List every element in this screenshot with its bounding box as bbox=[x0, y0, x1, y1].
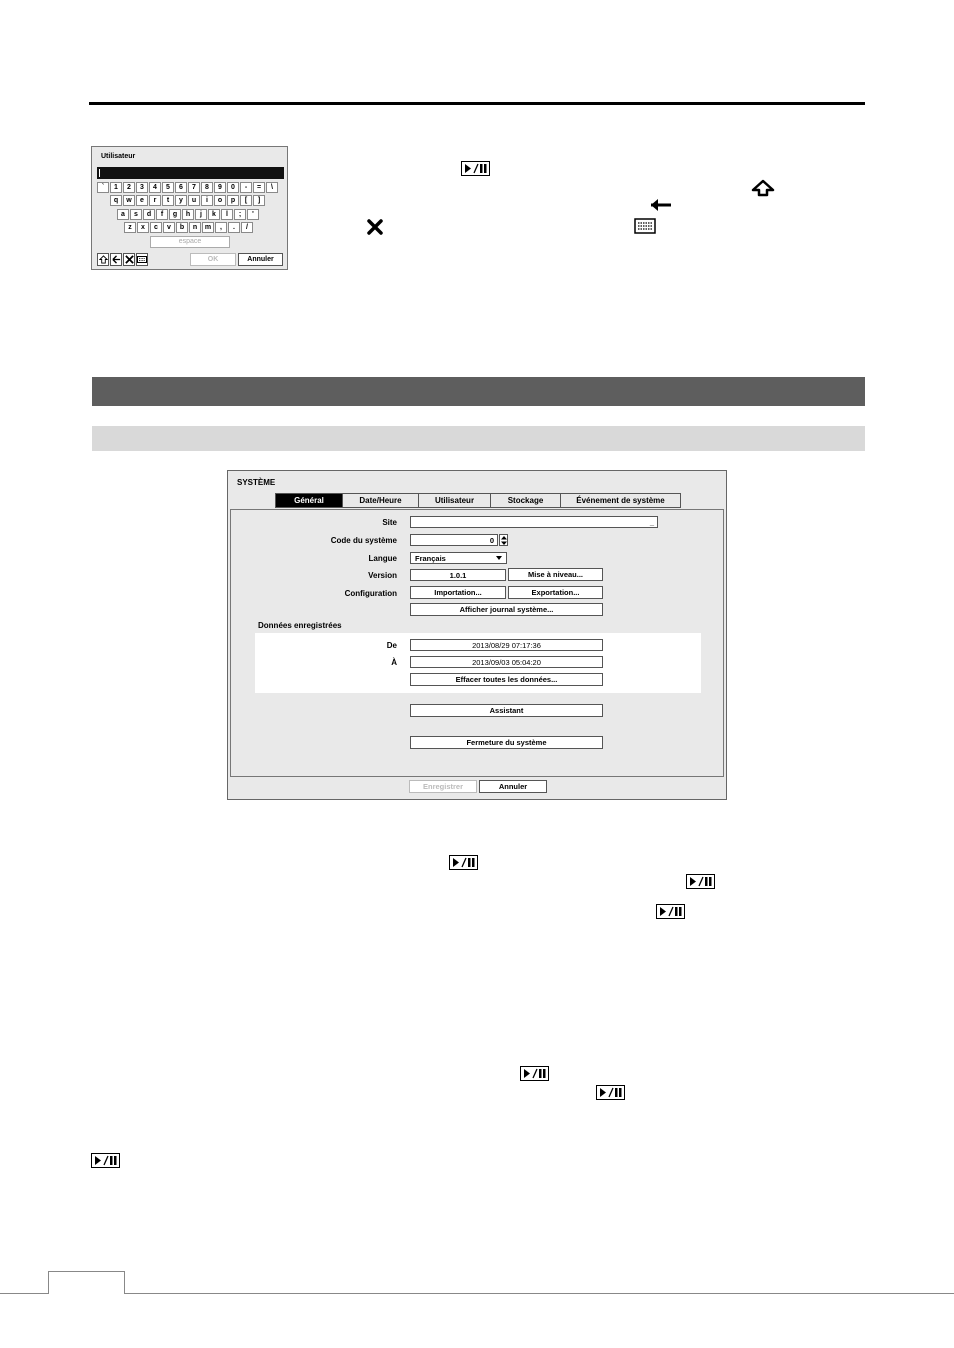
tab-evenement-systeme[interactable]: Événement de système bbox=[561, 493, 681, 508]
configuration-label: Configuration bbox=[344, 589, 397, 598]
general-panel bbox=[230, 509, 724, 777]
keyboard-key[interactable]: , bbox=[215, 222, 227, 233]
system-code-stepper[interactable]: 0 bbox=[410, 534, 498, 546]
site-input[interactable]: _ bbox=[410, 516, 658, 528]
section-header-bar bbox=[92, 377, 865, 406]
keyboard-icon bbox=[634, 218, 656, 239]
keyboard-key[interactable]: - bbox=[240, 182, 252, 193]
space-key[interactable]: espace bbox=[150, 236, 230, 248]
keyboard-key[interactable]: m bbox=[202, 222, 214, 233]
keyboard-key[interactable]: ` bbox=[97, 182, 109, 193]
backspace-icon bbox=[649, 197, 673, 218]
keyboard-key[interactable]: a bbox=[117, 209, 129, 220]
to-label: À bbox=[391, 658, 397, 667]
recorded-data-heading: Données enregistrées bbox=[258, 621, 342, 630]
from-date-field: 2013/08/29 07:17:36 bbox=[410, 639, 603, 651]
version-field: 1.0.1 bbox=[410, 569, 506, 581]
keyboard-key[interactable]: e bbox=[136, 195, 148, 206]
keyboard-key[interactable]: u bbox=[188, 195, 200, 206]
wizard-button[interactable]: Assistant bbox=[410, 704, 603, 717]
keyboard-key[interactable]: 4 bbox=[149, 182, 161, 193]
delete-icon[interactable] bbox=[123, 253, 135, 266]
play-pause-icon bbox=[686, 874, 715, 889]
from-label: De bbox=[386, 641, 397, 650]
keyboard-key[interactable]: w bbox=[123, 195, 135, 206]
play-pause-icon bbox=[656, 904, 685, 919]
keyboard-key[interactable]: d bbox=[143, 209, 155, 220]
keyboard-key[interactable]: \ bbox=[266, 182, 278, 193]
keyboard-key[interactable]: 6 bbox=[175, 182, 187, 193]
top-rule bbox=[89, 102, 865, 105]
tab-utilisateur[interactable]: Utilisateur bbox=[419, 493, 491, 508]
play-pause-icon bbox=[461, 161, 490, 176]
play-pause-icon bbox=[596, 1085, 625, 1100]
keyboard-key[interactable]: n bbox=[189, 222, 201, 233]
keyboard-key[interactable]: f bbox=[156, 209, 168, 220]
version-label: Version bbox=[368, 571, 397, 580]
keyboard-key[interactable]: ] bbox=[253, 195, 265, 206]
keyboard-input-field[interactable] bbox=[97, 167, 284, 179]
system-code-label: Code du système bbox=[330, 536, 397, 545]
site-label: Site bbox=[382, 518, 397, 527]
to-date-field: 2013/09/03 05:04:20 bbox=[410, 656, 603, 668]
shift-icon[interactable] bbox=[97, 253, 109, 266]
subsection-header-bar bbox=[92, 426, 865, 451]
keyboard-key[interactable]: 3 bbox=[136, 182, 148, 193]
keyboard-key[interactable]: l bbox=[221, 209, 233, 220]
shift-icon bbox=[751, 179, 775, 202]
keyboard-key[interactable]: t bbox=[162, 195, 174, 206]
export-button[interactable]: Exportation... bbox=[508, 586, 603, 599]
view-system-log-button[interactable]: Afficher journal système... bbox=[410, 603, 603, 616]
keyboard-key[interactable]: 5 bbox=[162, 182, 174, 193]
backspace-icon[interactable] bbox=[110, 253, 122, 266]
keyboard-row-1 bbox=[97, 182, 278, 193]
keyboard-key[interactable]: y bbox=[175, 195, 187, 206]
dialog-cancel-button[interactable]: Annuler bbox=[479, 780, 547, 793]
keyboard-key[interactable]: g bbox=[169, 209, 181, 220]
keyboard-key[interactable]: = bbox=[253, 182, 265, 193]
keyboard-key[interactable]: c bbox=[150, 222, 162, 233]
keyboard-key[interactable]: s bbox=[130, 209, 142, 220]
keyboard-key[interactable]: b bbox=[176, 222, 188, 233]
footer-rule bbox=[0, 1293, 954, 1294]
cancel-button[interactable]: Annuler bbox=[238, 253, 283, 266]
keyboard-function-keys bbox=[97, 253, 148, 266]
save-button[interactable]: Enregistrer bbox=[409, 780, 477, 793]
clear-all-data-button[interactable]: Effacer toutes les données... bbox=[410, 673, 603, 686]
keyboard-key[interactable]: 7 bbox=[188, 182, 200, 193]
dialog-title: SYSTÈME bbox=[237, 478, 276, 487]
system-dialog bbox=[227, 470, 727, 800]
keyboard-key[interactable]: [ bbox=[240, 195, 252, 206]
keyboard-key[interactable]: j bbox=[195, 209, 207, 220]
keyboard-key[interactable]: x bbox=[137, 222, 149, 233]
tab-date-heure[interactable]: Date/Heure bbox=[343, 493, 419, 508]
keyboard-key[interactable]: ; bbox=[234, 209, 246, 220]
shutdown-button[interactable]: Fermeture du système bbox=[410, 736, 603, 749]
tab-general[interactable]: Général bbox=[275, 493, 343, 508]
keyboard-key[interactable]: 1 bbox=[110, 182, 122, 193]
keyboard-key[interactable]: z bbox=[124, 222, 136, 233]
keyboard-key[interactable]: q bbox=[110, 195, 122, 206]
keyboard-key[interactable]: 2 bbox=[123, 182, 135, 193]
ok-button[interactable]: OK bbox=[190, 253, 236, 266]
stepper-arrows-icon[interactable] bbox=[499, 534, 508, 546]
play-pause-icon bbox=[520, 1066, 549, 1081]
play-pause-icon bbox=[91, 1153, 120, 1168]
keyboard-key[interactable]: ' bbox=[247, 209, 259, 220]
upgrade-button[interactable]: Mise à niveau... bbox=[508, 568, 603, 581]
keyboard-key[interactable]: i bbox=[201, 195, 213, 206]
keyboard-key[interactable]: v bbox=[163, 222, 175, 233]
keyboard-key[interactable]: 8 bbox=[201, 182, 213, 193]
page-number-tab bbox=[48, 1271, 125, 1294]
tab-stockage[interactable]: Stockage bbox=[491, 493, 561, 508]
keyboard-title: Utilisateur bbox=[101, 153, 136, 160]
keyboard-key[interactable]: 9 bbox=[214, 182, 226, 193]
keyboard-key[interactable]: k bbox=[208, 209, 220, 220]
delete-icon bbox=[367, 219, 383, 240]
play-pause-icon bbox=[449, 855, 478, 870]
keyboard-icon[interactable] bbox=[136, 253, 148, 266]
tab-bar bbox=[275, 493, 681, 508]
keyboard-key[interactable]: . bbox=[228, 222, 240, 233]
keyboard-row-2 bbox=[110, 195, 265, 206]
keyboard-key[interactable]: p bbox=[227, 195, 239, 206]
language-select[interactable]: Français bbox=[410, 552, 507, 564]
language-label: Langue bbox=[368, 554, 397, 563]
import-button[interactable]: Importation... bbox=[410, 586, 506, 599]
keyboard-key[interactable]: r bbox=[149, 195, 161, 206]
virtual-keyboard bbox=[91, 146, 288, 270]
keyboard-key[interactable]: 0 bbox=[227, 182, 239, 193]
chevron-down-icon bbox=[496, 556, 502, 560]
keyboard-row-3 bbox=[117, 209, 259, 220]
keyboard-key[interactable]: h bbox=[182, 209, 194, 220]
keyboard-row-4 bbox=[124, 222, 253, 233]
keyboard-key[interactable]: o bbox=[214, 195, 226, 206]
keyboard-key[interactable]: / bbox=[241, 222, 253, 233]
